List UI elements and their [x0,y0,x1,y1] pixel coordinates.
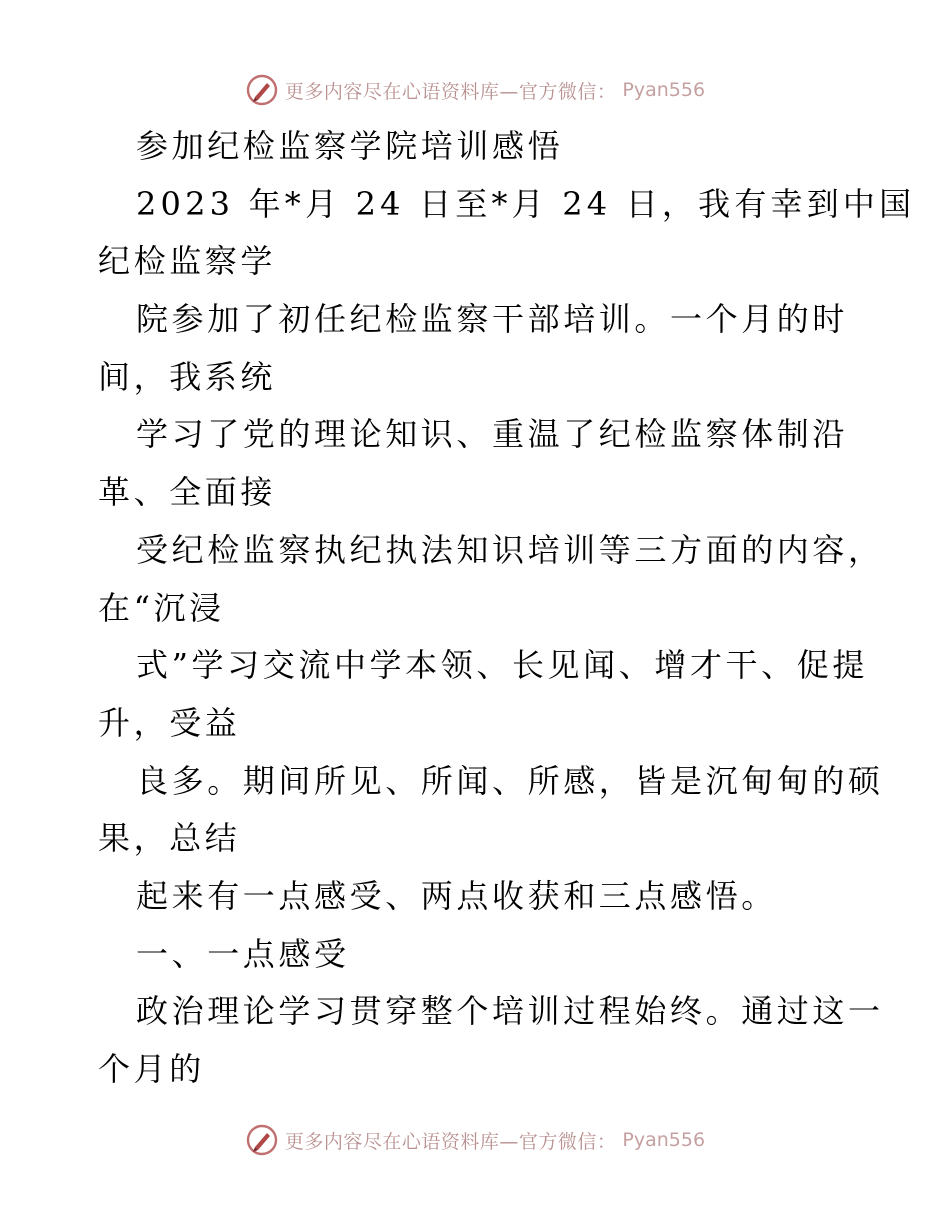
doc-line: 间，我系统 [98,357,277,396]
doc-line: 在“沉浸 [98,588,225,627]
doc-line: 个月的 [98,1050,205,1088]
doc-line: 院参加了初任纪检监察干部培训。一个月的时 [136,300,849,339]
doc-line: 革、全面接 [98,473,277,512]
doc-line: 学习了党的理论知识、重温了纪检监察体制沿 [136,415,849,454]
section-heading: 一、一点感受 [136,934,350,973]
pen-logo-icon [245,73,279,107]
doc-line: 纪检监察学 [98,242,277,281]
doc-line: 2023 年*月 24 日至*月 24 日，我有幸到中国 [136,184,916,223]
doc-line: 政治理论学习贯穿整个培训过程始终。通过这一 [136,992,884,1031]
watermark-id: Pyan556 [622,79,706,101]
doc-line: 式”学习交流中学本领、长见闻、增才干、促提 [136,646,868,685]
document-body [98,118,916,1099]
watermark-id: Pyan556 [622,1129,706,1151]
watermark-text: 更多内容尽在心语资料库—官方微信： [284,80,617,103]
doc-line: 果，总结 [98,819,241,858]
doc-line: 起来有一点感受、两点收获和三点感悟。 [136,876,777,915]
doc-title: 参加纪检监察学院培训感悟 [136,127,564,165]
doc-line: 升，受益 [98,703,241,742]
header-watermark [0,70,950,110]
watermark-text: 更多内容尽在心语资料库—官方微信： [284,1130,617,1153]
pen-logo-icon [245,1123,279,1157]
doc-line: 受纪检监察执纪执法知识培训等三方面的内容， [136,530,884,569]
doc-line: 良多。期间所见、所闻、所感，皆是沉甸甸的硕 [136,761,884,800]
footer-watermark [0,1120,950,1160]
